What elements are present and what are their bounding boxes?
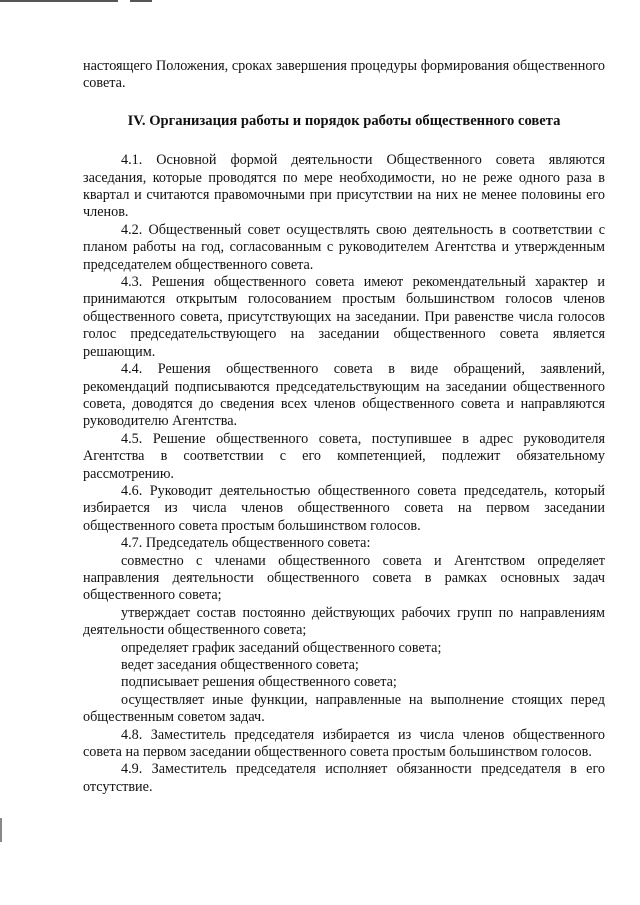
list-item: подписывает решения общественного совета; — [121, 674, 397, 691]
list-item: определяет график заседаний общественного совета; — [121, 639, 442, 656]
section-heading: IV. Организация работы и порядок работы общественного совета — [127, 112, 561, 129]
list-item: утверждает состав постоянно действующих рабочих групп по направлениям деятельности общественного совета; — [83, 604, 605, 639]
list-item: совместно с членами общественного совета и Агентством определяет направления деятельности общественного совета в рамках основных задач общественного совета; — [83, 552, 605, 604]
continuation-text: настоящего Положения, сроках завершения процедуры формирования общественного совета. — [83, 58, 605, 92]
paragraph-4-8: 4.8. Заместитель председателя избирается из числа членов общественного совета на первом заседании общественного совета простым большинством голосов. — [83, 726, 605, 761]
document-page — [83, 58, 605, 796]
list-item: осуществляет иные функции, направленные на выполнение стоящих перед общественным советом задач. — [83, 691, 605, 726]
scan-side-mark — [0, 818, 2, 842]
scan-edge-mark — [0, 0, 118, 2]
paragraph-4-9: 4.9. Заместитель председателя исполняет обязанности председателя в его отсутствие. — [83, 761, 605, 795]
paragraph-4-4: 4.4. Решения общественного совета в виде обращений, заявлений, рекомендаций подписываются председательствующим на заседании общественного совета, доводятся до сведения всех членов общественного совета и направляются руководителю Агентства. — [83, 361, 605, 430]
paragraph-4-6: 4.6. Руководит деятельностью общественного совета председатель, который избирается из числа членов общественного совета на первом заседании общественного совета простым большинством голосов. — [83, 482, 605, 534]
scan-edge-mark — [130, 0, 152, 2]
paragraph-4-3: 4.3. Решения общественного совета имеют рекомендательный характер и принимаются открытым голосованием простым большинством голосов членов общественного совета, присутствующих на заседании. При равенстве числа голосов голос председательствующего на заседании общественного совета является решающим. — [83, 274, 605, 360]
list-item: ведет заседания общественного совета; — [121, 657, 359, 673]
paragraph-4-7: 4.7. Председатель общественного совета: — [121, 535, 371, 552]
paragraph-4-2: 4.2. Общественный совет осуществлять свою деятельность в соответствии с планом работы на год, согласованным с руководителем Агентства и утвержденным председателем общественного совета. — [83, 221, 605, 273]
paragraph-4-5: 4.5. Решение общественного совета, поступившее в адрес руководителя Агентства в соответствии с его компетенцией, подлежит обязательному рассмотрению. — [83, 430, 605, 482]
paragraph-4-1: 4.1. Основной формой деятельности Общественного совета являются заседания, которые проводятся по мере необходимости, но не реже одного раза в квартал и считаются правомочными при присутствии на них не менее половины его членов. — [83, 152, 605, 221]
